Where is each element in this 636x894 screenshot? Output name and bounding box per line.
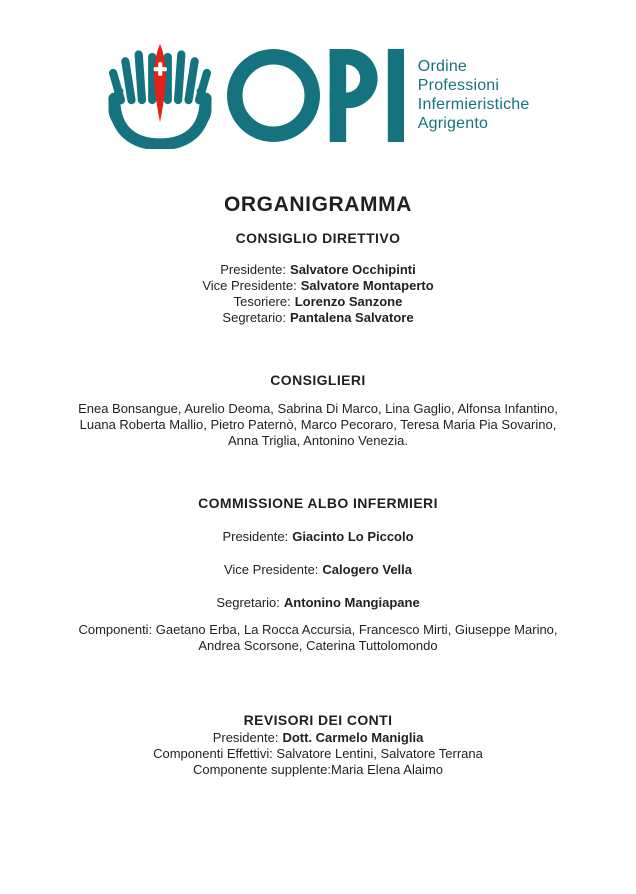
role-label: Vice Presidente: [223,562,319,577]
org-name-line: Professioni [417,77,500,94]
members-line: Enea Bonsangue, Aurelio Deoma, Sabrina Di Marco, Lina Gaglio, Alfonsa Infantino, [78,401,558,416]
role-line-segretario [0,310,636,326]
role-line-vice-presidente-albo [0,562,636,578]
members-line: Luana Roberta Mallio, Pietro Paternò, Marco Pecoraro, Teresa Maria Pia Sovarino, [79,417,557,432]
org-name-line: Ordine [417,58,468,75]
componenti-line: Componenti: Gaetano Erba, La Rocca Accursia, Francesco Mirti, Giuseppe Marino, [78,622,558,637]
role-name: Lorenzo Sanzone [294,294,403,309]
role-name: Pantalena Salvatore [290,310,414,325]
role-line-segretario-albo [0,595,636,611]
role-line-tesoriere [0,294,636,310]
revisori-lines [0,730,636,778]
role-label: Presidente: [212,730,279,745]
role-label: Segretario: [216,595,280,610]
opi-logo-icon [107,41,213,149]
logo-header [0,0,636,150]
role-name: Salvatore Occhipinti [290,262,416,277]
role-name: Salvatore Montaperto [300,278,434,293]
role-label: Tesoriere: [233,294,291,309]
org-name [418,57,530,133]
role-name: Giacinto Lo Piccolo [292,529,414,544]
section-heading-commissione-albo: COMMISSIONE ALBO INFERMIERI [198,495,438,511]
role-name: Dott. Carmelo Maniglia [282,730,424,745]
role-line-vice-presidente [0,278,636,294]
revisori-supplente-line: Componente supplente:Maria Elena Alaimo [192,762,444,777]
section-heading-revisori: REVISORI DEI CONTI [243,712,393,728]
org-name-line: Infermieristiche [417,96,530,113]
revisori-effettivi-line: Componenti Effettivi: Salvatore Lentini, Salvatore Terrana [153,746,483,761]
role-label: Presidente: [222,529,289,544]
section-heading-consiglio-direttivo: CONSIGLIO DIRETTIVO [235,230,401,246]
role-label: Segretario: [222,310,287,325]
role-label: Vice Presidente: [202,278,297,293]
role-name: Calogero Vella [322,562,413,577]
commissione-componenti [0,622,636,654]
section-heading-consiglieri: CONSIGLIERI [270,372,366,388]
opi-wordmark [227,49,404,142]
page-title: ORGANIGRAMMA [223,193,413,216]
consiglio-direttivo-roles [0,262,636,326]
consiglieri-members [0,401,636,449]
componenti-line: Andrea Scorsone, Caterina Tuttolomondo [198,638,438,653]
role-line-presidente-revisori [0,730,636,746]
role-line-presidente [0,262,636,278]
role-name: Antonino Mangiapane [283,595,420,610]
role-label: Presidente: [220,262,287,277]
org-name-line: Agrigento [417,115,489,132]
members-line: Anna Triglia, Antonino Venezia. [228,433,408,448]
role-line-presidente-albo [0,529,636,545]
